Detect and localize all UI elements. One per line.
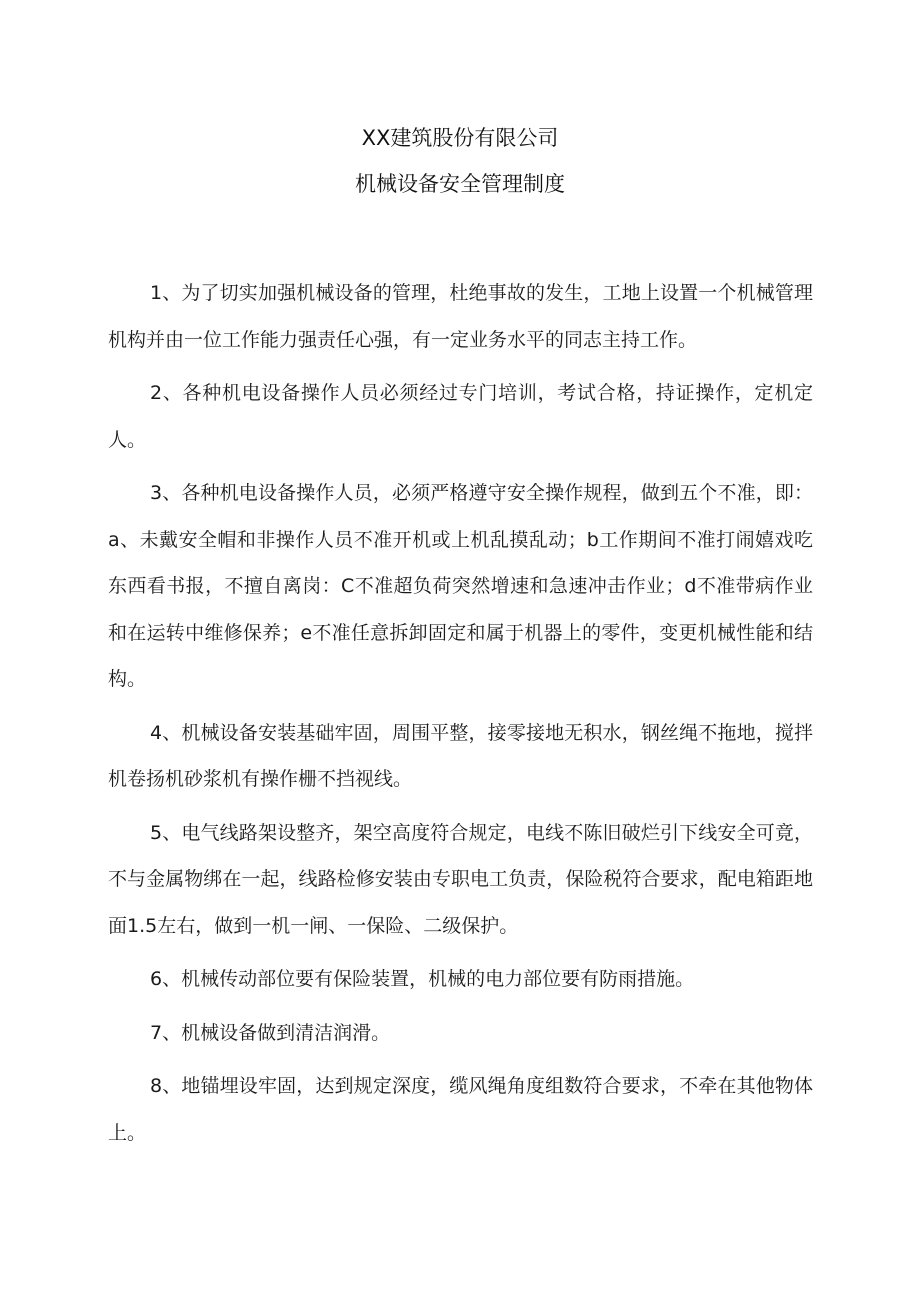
paragraph-6: 6、机械传动部位要有保险装置，机械的电力部位要有防雨措施。 [150,968,695,990]
paragraph-3: 3、各种机电设备操作人员，必须严格遵守安全操作规程，做到五个不准，即：a、未戴安全帽和非操作人员不准开机或上机乱摸乱动；b工作期间不准打闹嬉戏吃东西看书报，不擅自离岗：C不准超负荷突然增速和急速冲击作业；d不准带病作业和在运转中维修保养；e不准任意拆卸固定和属于机器上的零件，变更机械性能和结构。 [108,482,813,690]
paragraph-5: 5、电气线路架设整齐，架空高度符合规定，电线不陈旧破烂引下线安全可竟，不与金属物绑在一起，线路检修安装由专职电工负责，保险税符合要求，配电箱距地面1.5左右，做到一机一闸、一保险、二级保护。 [108,821,813,937]
document-title: 机械设备安全管理制度 [355,172,565,196]
paragraph-2: 2、各种机电设备操作人员必须经过专门培训，考试合格，持证操作，定机定人。 [108,382,813,451]
title-block [0,126,920,218]
paragraph-8: 8、地锚埋设牢固，达到规定深度，缆风绳角度组数符合要求，不牵在其他物体上。 [108,1075,813,1144]
document-body [108,270,813,1163]
paragraph-1: 1、为了切实加强机械设备的管理，杜绝事故的发生，工地上设置一个机械管理机构并由一位工作能力强责任心强，有一定业务水平的同志主持工作。 [108,282,813,351]
paragraph-4: 4、机械设备安装基础牢固，周围平整，接零接地无积水，钢丝绳不拖地，搅拌机卷扬机砂浆机有操作栅不挡视线。 [108,721,813,790]
company-name: XX建筑股份有限公司 [361,126,559,150]
paragraph-7: 7、机械设备做到清洁润滑。 [150,1021,391,1044]
